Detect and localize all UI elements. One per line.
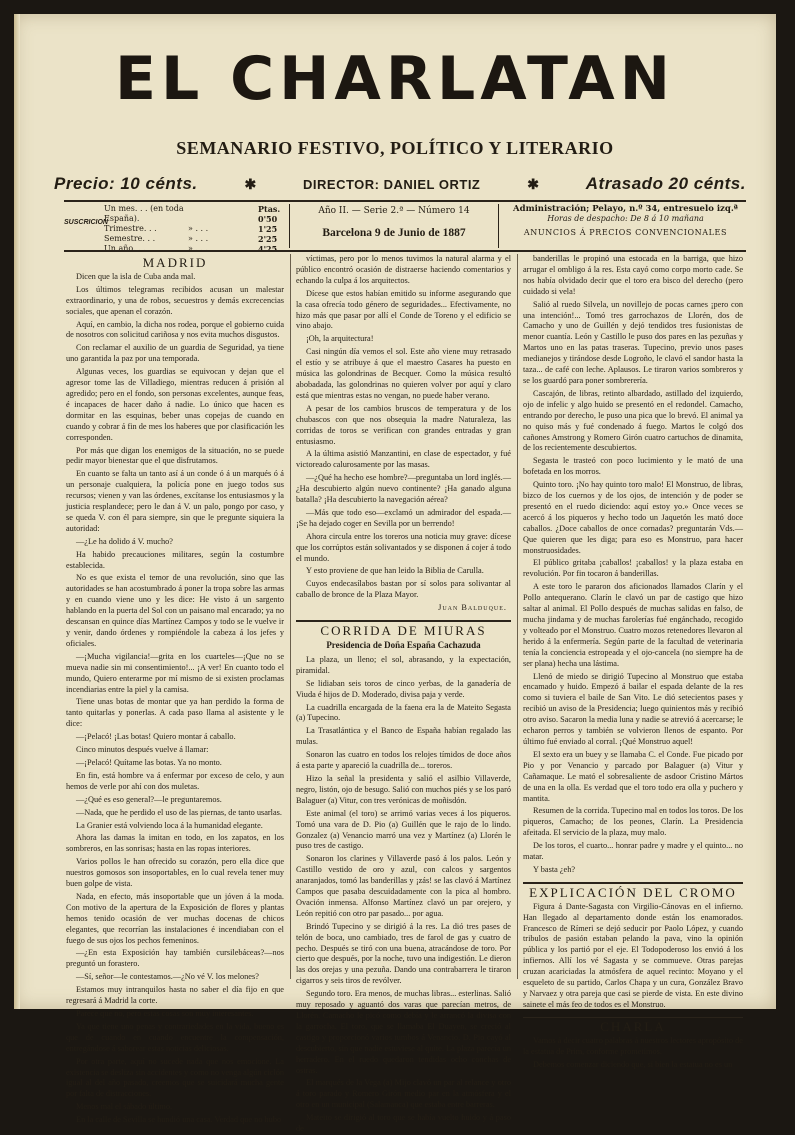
divider: [523, 882, 743, 884]
paragraph: Este animal (el toro) se arrimó varias veces á los piqueros. Tomó una vara de D. Pio (a) Guillén que le rajo de lo lindo. Gonzalez (a) Venancio marró una vez y Martínez (a) Llorén le puso tres de castigo.: [296, 808, 511, 851]
paragraph: No es que exista el temor de una revolución, sino que las autoridades se han acostumbrado á poner la tropa sobre las armas y en cuando viene uno y les dice: He visto á un sargento hablando en la puerta del Sol con un paisano mal encarado; ya no descansan en quince días Martínez Campos y todo se le vuelve ir y venir, dando órdenes y rompiéndole la cabeza á los jefes y oficiales.: [66, 573, 284, 648]
bullfight-article: [296, 655, 511, 1135]
paragraph: Debemos comenzar diciendo que, si bien la estatua no es un: [533, 1059, 733, 1069]
paragraph: Varios pollos le han ofrecido su corazón, pero ella dice que nuestros gomosos son insoportables, en lo cual revela tener muy buen golpe de vista.: [66, 857, 284, 889]
masthead-title: EL CHARLATAN: [115, 44, 675, 114]
paragraph: A pesar de los cambios bruscos de temperatura y de los chubascos con que nos obsequia la madre Naturaleza, las corridas de toros se verifican con grandes entradas y gran entusiasmo.: [296, 403, 511, 446]
paragraph: La cuadrilla encargada de la faena era la de Mateito Segasta (a) Tupecino.: [296, 702, 511, 723]
paragraph: La Trasatlántica y el Banco de España habían regalado las mulas.: [296, 726, 511, 747]
paragraph: víctimas, pero por lo menos tuvimos la natural alarma y el público encontró ocasión de distraerse haciendo comentarios y echando la culpa á los arquitectos.: [296, 254, 511, 285]
subscription-box: [64, 204, 289, 254]
paragraph: Sonaron las cuatro en todos los relojes tímidos de doce años á esta parte y apareció la cuadrilla de... toreros.: [296, 750, 511, 771]
paragraph: Ha habido precauciones militares, según la costumbre establecida.: [66, 549, 284, 570]
paragraph: El público gritaba ¡caballos! ¡caballos! y la plaza estaba en revolución. Por fin tocaron á banderillas.: [523, 558, 743, 579]
back-issue-price: Atrasado 20 cénts.: [585, 174, 746, 193]
paragraph: —¿Qué es eso general?—le preguntaremos.: [76, 794, 222, 804]
paragraph: Ya que tiene uno penas y contrariedades en la vida, bueno es que de cuando en cuando encuentre la compensación, entregándose á saborear estas noticias deliciosas.: [66, 1021, 284, 1053]
paragraph: En cuanto se falta un tanto así á un conde ó á un marqués ó á un personaje cualquiera, la policía pone en juego todos sus recursos; vienen y van las órdenes, excítanse los entusiasmos y la justicia resplandece; pero le dan á V. un palo, pongo por caso, y se queda V. con él para siempre, sin que le pregunte siquiera la autoridad:: [66, 469, 284, 533]
divider: [64, 200, 746, 202]
paragraph: banderillas le propinó una estocada en la barriga, que hizo arrugar el ombligo á la res. Esta cayó como corpo morto cade. Se nos había olvidado decir que el toro era bisco del derecho (pero cuidado si vela!: [523, 254, 743, 296]
paragraph: —¡Pelacó! Quítame las botas. Ya no monto.: [76, 757, 222, 767]
paragraph: La plaza, un lleno; el sol, abrasando, y la expectación, piramidal.: [296, 654, 511, 675]
paragraph: Casi ningún día vemos el sol. Este año viene muy retrasado el estío y se atribuye á que el maestro Casares ha puesto en música las golondrinas de Becquer. Como la música resultó abobadada, las golondrinas no quieren volver por aquí y claro está que mientras estas no vengan, no puede haber verano.: [296, 347, 511, 400]
paragraph: Resumen de la corrida. Tupecino mal en todos los toros. De los piqueros, Camacho; de los peones, Clarín. La Presidencia afeitada. El servicio de la plaza, muy malo.: [523, 806, 743, 838]
paragraph: Vamos á decir cuatro palabras á nuestros lectores apropósito de la estatua de Prim, conforme prometimos.: [523, 1035, 743, 1056]
paragraph: Llenó de miedo se dirigió Tupecino al Monstruo que estaba encamado y huido. Empezó á bailar el espada delante de la res como si tuviera el baile de San Vito. Le dió setecientos pases y recibió un aviso de la Presidencia; luego quinientos más y recibió otro aviso. Sacaron la media luna y nadie se atrevió á acercarse; le echaron perros y también se volvieron llenos de espanto. Por último fué enviado al corral. ¡Qué Monstruo aquel!: [523, 671, 743, 746]
column-middle: [296, 254, 511, 1134]
bullfight-subheading: Presidencia de Doña España Cachazuda: [326, 640, 481, 650]
paragraph: Mateito se dirigió al toro que se había vuelto huido y á paso de: [296, 1113, 511, 1134]
paragraph: Los últimos telegramas recibidos acusan un malestar extraordinario, y una de robos, secuestros y demás excrecencias sociales, que apenan el corazón.: [66, 284, 284, 316]
paragraph: A la última asistió Manzantini, en clase de espectador, y fué victoreado calurosamente por las masas.: [296, 449, 511, 470]
subscription-row: Un año. . . » . . . 4'25: [104, 244, 278, 254]
paragraph: Cuyos endecasílabos bastan por sí solos para solivantar al caballo de bronce de la Plaza Mayor.: [296, 579, 511, 600]
column-right: [523, 254, 743, 1069]
subscription-table: [104, 204, 289, 254]
paragraph: En fin, está hombre va á enfermar por exceso de celo, y aun hemos de verle por ahí con dos muletas.: [66, 770, 284, 791]
divider: [64, 250, 746, 252]
price-line: [54, 174, 746, 194]
paragraph: Dicen que la isla de Cuba anda mal.: [76, 271, 196, 281]
subscription-row: Trimestre. . . » . . . 1'25: [104, 224, 278, 234]
paragraph: Y basta ¿eh?: [533, 864, 576, 874]
paragraph: Nada, en efecto, más insoportable que un jóven á la moda. Con motivo de la apertura de la Exposición de flores y plantas hemos tenido ocasión de ver muchas docenas de chicos elegantes, que recorrían las instalaciones é incendiaban con el fuego de sus ojos los pechos femeninos.: [66, 891, 284, 945]
cromo-heading: EXPLICACIÓN DEL CROMO: [529, 884, 737, 900]
column-divider: [517, 254, 518, 979]
newspaper-page: [14, 14, 776, 1134]
paragraph: Figura á Dante-Sagasta con Virgilio-Cánovas en el infierno. Han llegado al departamento donde están los enamorados. Francesco de Rímeri se dejó seducir por Paolo López, y cuando tribulos de pasión estaban pelando la pava, vino la opinión pública y los partió por el eje. El Todopoderoso los envió á los infiernos. Allí los vé Sagasta y se commueve. Otras parejas cruzan acariciadas la atmósfera de aquel recinto: Moyano y el esqueleto de su partido, Carlos Chapa y un cura, González Bravo y Narvaez y otra pareja que casi se pierde de vista. En este divino sainete el más feo de todos es el Monstruo.: [523, 901, 743, 1009]
paragraph: Aquí, en cambio, la dicha nos rodea, porque el gobierno cuida de nosotros con solicitud cariñosa y nos evita muchos disgustos.: [66, 319, 284, 340]
admin-ads: ANUNCIOS Á PRECIOS CONVENCIONALES: [523, 228, 728, 237]
paragraph: —¿En esta Exposición hay también cursilebáceas?—nos preguntó un forastero.: [66, 948, 284, 969]
paragraph: Ahora las damas la imitan en todo, en los zapatos, en los sombreros, en las sonrisas; hasta en las ropas interiores.: [66, 833, 284, 854]
paragraph: Y esto proviene de que han leido la Biblia de Carulla.: [306, 566, 484, 576]
paragraph: El sexto era un buey y se llamaba C. el Conde. Fue picado por Pio y por Venancio y parcado por Balaguer (a) Vitur y Cañamaque. Le mató el sobresaliente de asdoor Cristino Mártos de una en la olla. Es verdad que el toro todo era olla y puchero y mantita.: [523, 749, 743, 803]
paragraph: Parece que no, pero estas cosas son muy interesantes.: [76, 1009, 254, 1018]
charla-heading: CHARLA: [600, 1018, 666, 1034]
bullfight-heading: CORRIDA DE MIURAS: [320, 623, 487, 639]
paragraph: Salió al ruedo Silvela, un novillejo de pocas carnes ¡pero con una intención!... Tomó tres garrochazos de Llorén, dos de Camacho y uno de Guillén y dejó tendidos tres fusionistas de menor cuantía. León y Castillo le puso dos pares en las pezuñas y Martos uno en las patas traseras. Tupecino, previo unos pases medianejos y tirándose desde Logroño, le clavó el sandor hasta la taza... de café con leche. Aplausos. Le tiraron varios sombreros y se los guardó para poner sombrerería.: [523, 299, 743, 385]
column-madrid: [66, 254, 284, 1125]
subscription-row: Semestre. . . » . . . 2'25: [104, 234, 278, 244]
paragraph: En la calle de Sevilla se hundió una casa. Verdad que no hubo: [76, 1115, 282, 1125]
divider: [523, 1017, 743, 1018]
paragraph: De los toros, el cuarto... honrar padre y madre y el quinto... no matar.: [523, 841, 743, 862]
administration-info: [499, 204, 746, 248]
paragraph: —Nada, que he perdido el uso de las piernas, de tanto usarlas.: [76, 807, 282, 817]
info-bar: [64, 204, 746, 254]
charla-article: [523, 1036, 743, 1071]
paragraph: A este toro le pararon dos aficionados llamados Clarín y el Pollo antequerano. Clarín le clavó un par de castigo que hizo saltar al animal. El Pollo después de muchas salidas en falso, de mucha jindama y de muchas farolerías fué engánchado, recogido y volteado por el Monstruo. Cuatro mozos retenedores llevaron al herido á la enfermería. Según parte de la facultad de veterinaria tenía la conciencia estropeada y el ojo-cancela (no siempre ha de ser plana) hecha una lástima.: [523, 582, 743, 668]
issue-date: Barcelona 9 de Junio de 1887: [322, 227, 466, 239]
paragraph: —Sí, señor—le contestamos.—¿No vé V. los melones?: [76, 972, 259, 982]
paragraph: Por más que digan los enemigos de la situación, no se puede pedir mayor bienestar que el que disfrutamos.: [66, 445, 284, 466]
paragraph: La Granier está volviendo loca á la humanidad elegante.: [76, 820, 263, 830]
star-icon: ✱: [244, 175, 257, 192]
star-icon: ✱: [527, 175, 539, 192]
madrid-heading: MADRID: [142, 255, 208, 270]
paragraph: Sonaron los clarines y Villaverde pasó á los palos. León y Castillo vestido de oro y azul, con calcos y sargentos anaranjados, tomó las banderillas y ¡zás! se las clavó á Martínez Campos que pasaba descuidadamente con la pica al hombro. Ovación inmensa. Alfonso Martínez clavó un par orejero, y León repitió con otro par pasado... por agua.: [296, 854, 511, 918]
divider: [296, 620, 511, 622]
paragraph: Con reclamar el auxilio de un guardia de Seguridad, ya tiene uno garantida la paz por una temporada.: [66, 343, 284, 364]
paragraph: Ahora circula entre los toreros una noticia muy grave: dícese que los corrúptos están solivantados y se disponen á cojer á todo el mundo.: [296, 531, 511, 563]
price: Precio: 10 cénts.: [54, 174, 198, 193]
issue-serie: Año II. — Serie 2.ª — Número 14: [318, 206, 470, 216]
paragraph: Cascajón, de libras, retinto albardado, astillado del izquierdo, ojo de infelic y algo huido se presentó en el redondel. Camacho, entrando por derecho, le puso una pica que lo brevó. El animal ya no quiso más y fué condenado á fuego. Martos le colgó dos cañones Amstrong y Romero Girón cuatro cartuchos de dinamita, de los recientemente descubiertos.: [523, 388, 743, 453]
madrid-article-continued: [296, 254, 511, 601]
paragraph: Dícese que estos habían emitido su informe asegurando que la casa ofrecía todo género de seguridades... Efectivamente, no hizo más que pasar por allí el Conde de Toreno y el edificio se vino abajo.: [296, 288, 511, 331]
paragraph: Por otra parte, aquí no sucede nada que nos emocione. La existencia se desliza sin accidentes y como no venga algún ciclón igual al del año pasado, creemos que se suicidará mucha gente por falta de distracciones.: [66, 1056, 284, 1099]
paragraph: Segundo toro. Era menos, de muchas libras... esterlinas. Salió muy reposado y aguantó dos varas que parecían metros, de Llorén. Camacho le picó como debía y le arrancó la divisa con la garrocha. El toro, que se llamaba El Duayen, se creció al castigo y proporcionó varios tumbos á Venancio. D. Pio cayó al descubierto, sin que nadie estuviese al quite. La plaza parecía un herradero. En el ruedo quedaron tendidas ocho conchas de ostras.: [296, 989, 511, 1075]
paragraph: Brindó Tupecino y se dirigió á la res. La dió tres pases de telón de boca, uno cambiado, tres de farol de gas y cuatro de pecho. Después se tiró con una buena, atracándose de toro. Por cierto que después, por la noche, tuvo una indigestión. Le dieron las dos orejas y una pezuña. Dando una contrabarrera le tiraron cigarros y seis tiros de revólver.: [296, 921, 511, 986]
paragraph: ¡Oh, la arquitectura!: [306, 334, 374, 344]
paragraph: Tiene unas botas de montar que ya han perdido la forma de tanto quitarlas y ponerlas. A cada paso llama al asistente y le dice:: [66, 697, 284, 729]
admin-address: Administración; Pelayo, n.º 34, entresuelo izq.ª: [513, 204, 738, 214]
paragraph: Quinto toro. ¡No hay quinto toro malo! El Monstruo, de libras, bizco de los cuernos y de los ojos, de intención y de poder se presentó en el ruedo diciendo: aquí estoy yo.» Once veces se acercó á los piqueros y hecho todo un Jaquetón les mató doce caballos. ¿Doce caballos de once cornadas? preguntarán Vds.—Que quieren que les diga; para eso es Monstruo, para hacer monstruosidades.: [523, 480, 743, 555]
paragraph: —Más que todo eso—exclamó un admirador del espada.—¡Se ha dejado coger en Sevilla por un berrendo!: [296, 507, 511, 528]
paragraph: Estamos muy intranquilos hasta no saber el día fijo en que regresará á Madrid la corte.: [66, 985, 284, 1006]
admin-hours: Horas de despacho: De 8 á 10 mañana: [547, 214, 704, 223]
signature: Juan Balduque.: [438, 603, 507, 613]
director: DIRECTOR: DANIEL ORTIZ: [303, 176, 481, 192]
paragraph: El marqués de la Vega (a) Mijo clavó un par al relance y otro á toro parado y Romero Girón medio par en la atmósfera y el otro en un municipal (Salamanca) que estaba entre barreras.: [296, 1078, 511, 1110]
paragraph: Cinco minutos después vuelve á llamar:: [76, 745, 209, 755]
subtitle: SEMANARIO FESTIVO, POLÍTICO Y LITERARIO: [176, 138, 614, 158]
paragraph: Algunas veces, los guardias se equivocan y dejan que el agresor tome las de Villadiego, mientras reducen á prisión al agredido; pero en el fondo, son personas excelentes, aunque feas, é incapaces de hacer daño á nadie. Lo único que hacen es dormitar en las esquinas, beber unas copejas de cuando en cuando y cobrar á fin de mes los haberes que por clasificación les corresponden.: [66, 367, 284, 442]
bullfight-article-continued: [523, 254, 743, 876]
subscription-label: SUSCRICION: [64, 219, 108, 226]
column-divider: [290, 254, 291, 979]
cromo-article: [523, 902, 743, 1011]
paragraph: Segasta le trasteó con poco lucimiento y le mató de una bofetada en los morros.: [523, 456, 743, 477]
paragraph: —¿Le ha dolido á V. mucho?: [76, 536, 173, 546]
issue-info: [289, 204, 499, 248]
subscription-row: Un mes. . . (en toda España). Ptas. 0'50: [104, 204, 281, 224]
paragraph: —¡Mucha vigilancia!—grita en los cuarteles—¡Que no se mueva nadie sin mi consentimiento!... ¡A ver! En cuanto todo el mundo, Quiero enterarme por mí mismo de si existen proclamas incendiarias entre la piel y la camisa.: [66, 651, 284, 694]
paragraph: —¡Pelacó! ¡Las botas! Quiero montar á caballo.: [76, 732, 236, 742]
paragraph: —¿Qué ha hecho ese hombre?—preguntaba un lord inglés.—¿Ha descubierto algún nuevo continente? ¡Ha ganado alguna batalla? ¡Ha descubierto la navegación aérea?: [296, 473, 511, 505]
paragraph: Menos mal el sábado último.: [76, 1102, 173, 1112]
madrid-article: [66, 272, 284, 1126]
paragraph: Hizo la señal la presidenta y salió el asilbio Villaverde, negro, listón, ojo de besugo. Salió con muchos piés y se los paró Balaguer (a) Vitur, con tres verónicas de moñisdón.: [296, 773, 511, 805]
paragraph: Se lidiaban seis toros de cinco yerbas, de la ganadería de Viuda é hijos de D. Moderado, divisa paja y verde.: [296, 678, 511, 699]
